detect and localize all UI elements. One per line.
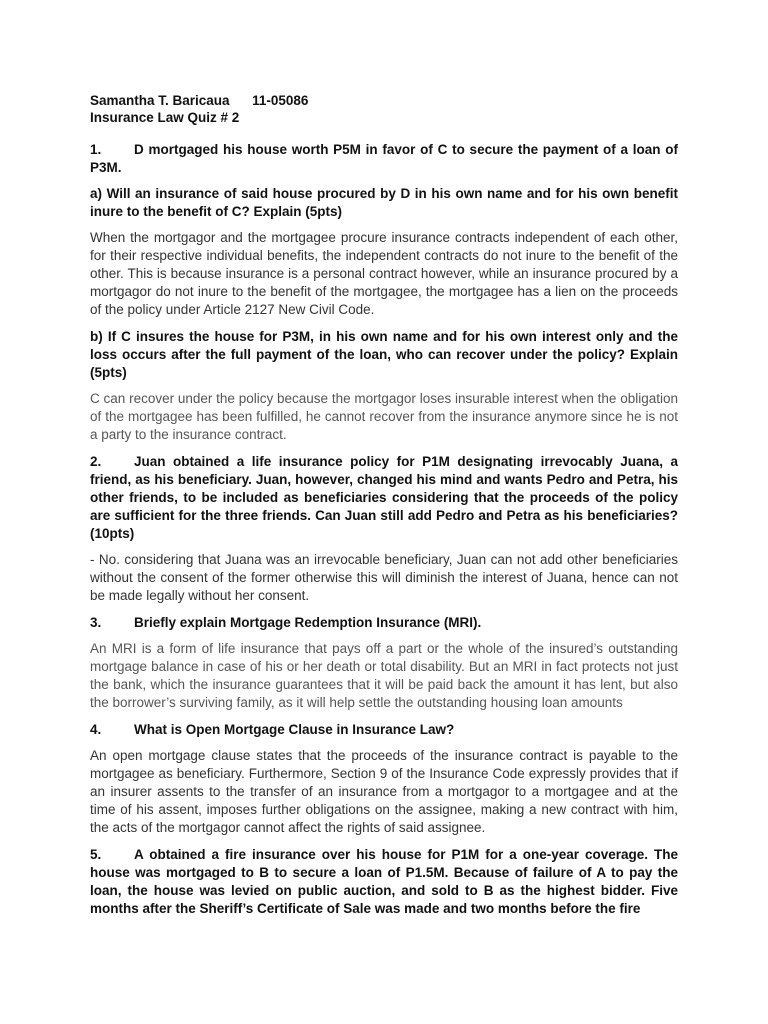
question-text: A obtained a fire insurance over his house for P1M for a one-year coverage. The house was mortgaged to B to secure a loan of P1.5M. Because of failure of A to pay the loan, the house was levied on public auction, and sold to B as the highest bidder. Five months after the Sheriff’s Certificate of Sale was made and two months before the fire — [90, 847, 678, 916]
question-1 — [90, 141, 678, 177]
question-5 — [90, 846, 678, 918]
question-text: What is Open Mortgage Clause in Insurance Law? — [134, 722, 455, 737]
question-text: Juan obtained a life insurance policy for P1M designating irrevocably Juana, a friend, as his beneficiary. Juan, however, changed his mind and wants Pedro and Petra, his other friends, to be included as beneficiaries considering that the proceeds of the policy are sufficient for the three friends. Can Juan still add Pedro and Petra as his beneficiaries? (10pts) — [90, 454, 678, 541]
question-3 — [90, 614, 678, 632]
author-line — [90, 92, 678, 109]
author-name: Samantha T. Baricaua — [90, 93, 230, 108]
quiz-title: Insurance Law Quiz # 2 — [90, 110, 240, 125]
question-number: 5. — [90, 847, 102, 862]
question-1b: b) If C insures the house for P3M, in his own name and for his own interest only and the loss occurs after the full payment of the loan, who can recover under the policy? Explain (5pts) — [90, 329, 678, 380]
answer-2: - No. considering that Juana was an irrevocable beneficiary, Juan can not add other beneficiaries without the consent of the former otherwise this will diminish the interest of Juana, hence can not be made legally without her consent. — [90, 552, 678, 603]
question-text: Briefly explain Mortgage Redemption Insurance (MRI). — [134, 615, 482, 630]
question-number: 2. — [90, 454, 102, 469]
answer-1b: C can recover under the policy because the mortgagor loses insurable interest when the obligation of the mortgagee has been fulfilled, he cannot recover from the insurance anymore since he is not a party to the insurance contract. — [90, 391, 678, 442]
answer-1a: When the mortgagor and the mortgagee procure insurance contracts independent of each other, for their respective individual benefits, the independent contracts do not inure to the benefit of the other. This is because insurance is a personal contract however, while an insurance procured by a mortgagor do not inure to the benefit of the mortgagee, the mortgagee has a lien on the proceeds of the policy under Article 2127 New Civil Code. — [90, 230, 678, 317]
document-page — [90, 92, 678, 926]
answer-3: An MRI is a form of life insurance that pays off a part or the whole of the insured’s outstanding mortgage balance in case of his or her death or total disability. But an MRI in fact protects not just the bank, which the insurance guarantees that it will be paid back the amount it has lent, but also the borrower’s surviving family, as it will help settle the outstanding housing loan amounts — [90, 641, 678, 710]
answer-4: An open mortgage clause states that the proceeds of the insurance contract is payable to the mortgagee as beneficiary. Furthermore, Section 9 of the Insurance Code expressly provides that if an insurer assents to the transfer of an insurance from a mortgagor to a mortgagee and at the time of his assent, imposes further obligations on the assignee, making a new contract with him, the acts of the mortgagor cannot affect the rights of said assignee. — [90, 748, 678, 835]
question-text: D mortgaged his house worth P5M in favor of C to secure the payment of a loan of P3M. — [90, 142, 678, 175]
question-number: 4. — [90, 722, 102, 737]
question-1a: a) Will an insurance of said house procured by D in his own name and for his own benefit inure to the benefit of C? Explain (5pts) — [90, 186, 678, 219]
question-4 — [90, 721, 678, 739]
student-id: 11-05086 — [252, 93, 309, 108]
question-number: 3. — [90, 615, 102, 630]
question-number: 1. — [90, 142, 102, 157]
question-2 — [90, 453, 678, 543]
